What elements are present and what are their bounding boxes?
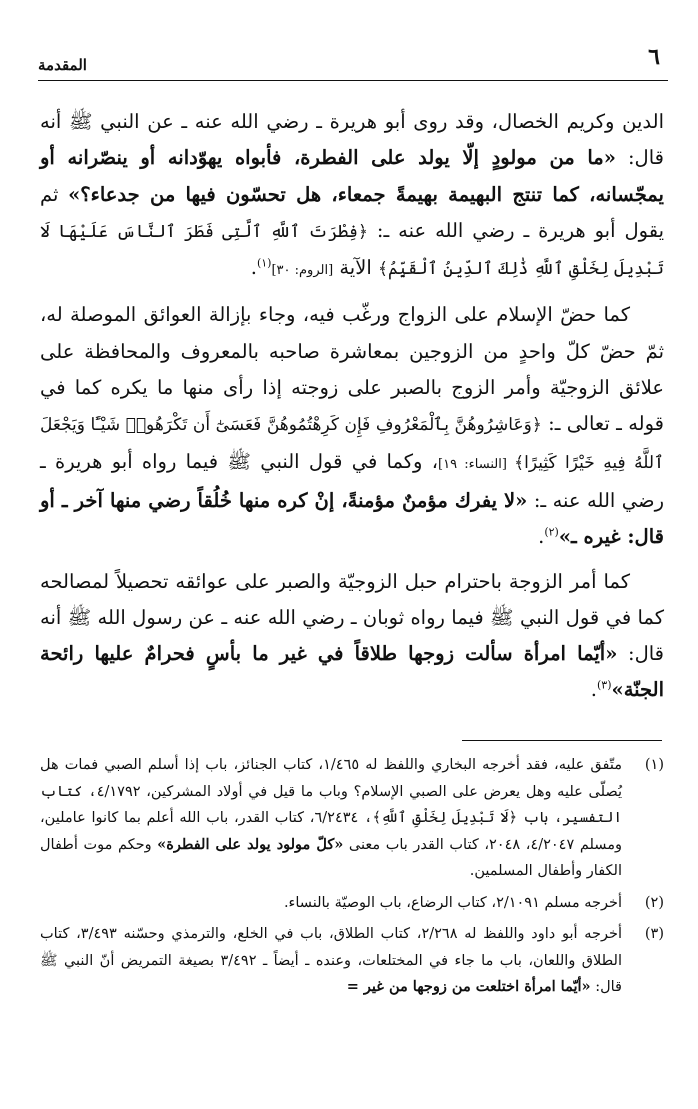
quran-verse: ﴿لَا تَبْدِيلَ لِخَلْقِ ٱللَّهِ﴾	[372, 810, 518, 826]
footnote-text: أخرجه مسلم ٢/١٠٩١، كتاب الرضاع، باب الوصيّة بالنساء.	[283, 894, 622, 911]
paragraph-1	[40, 104, 664, 289]
footnote-divider	[462, 740, 662, 741]
footnote-number: (١)	[644, 757, 664, 773]
footnote-text: أخرجه أبو داود واللفظ له ٢/٢٦٨، كتاب الطلاق، باب في الخلع، والترمذي وحسّنه ٣/٤٩٣، كتاب الطلاق واللعان، باب ما جاء في المختلعات، وعنده ـ أيضاً ـ ٣/٤٩٢ بصيغة التمريض أنّ النبي ﷺ قال:	[40, 926, 623, 995]
text-run: .	[590, 678, 597, 702]
footnote-number: (٢)	[644, 894, 664, 911]
main-text	[40, 104, 664, 717]
footnote-2	[40, 890, 664, 917]
footnote-3	[40, 921, 664, 1001]
text-run: الدين وكريم الخصال، وقد روى أبو هريرة ـ رضي الله عنه ـ عن النبي ﷺ أنه قال:	[40, 110, 664, 170]
page-number: ٦	[648, 44, 660, 70]
footnote-text: ، ٦/٢٤٣٤، كتاب القدر، باب الله أعلم بما كانوا عاملين، ومسلم ٤/٢٠٤٧، ٢٠٤٨، كتاب القدر باب معنى	[40, 810, 623, 853]
text-run: .	[250, 256, 257, 280]
quran-verse: ﴿وَعَاشِرُوهُنَّ بِٱلْمَعْرُوفِ فَإِن كَرِهْتُمُوهُنَّ فَعَسَىٰٓ أَن تَكْرَهُوا۟ شَيْـًٔا وَيَجْعَلَ ٱللَّهُ فِيهِ خَيْرًا كَثِيرًا﴾	[40, 415, 665, 473]
verse-reference: [النساء: ١٩]	[438, 456, 515, 472]
footnote-number: (٣)	[644, 926, 664, 942]
text-run: ، وكما في قول النبي ﷺ فيما رواه أبو هريرة ـ رضي الله عنه ـ:	[40, 449, 664, 512]
text-run: كما أمر الزوجة باحترام حبل الزوجيّة والصبر على عوائقه تحصيلاً لمصالحه كما في قول النبي ﷺ فيما رواه ثوبان ـ رضي الله عنه ـ عن رسول الله ﷺ أنه قال:	[40, 569, 664, 666]
text-run: .	[538, 525, 545, 549]
footnote-1	[40, 752, 664, 885]
hadith-quote: «أيّما امرأة سألت زوجها طلاقاً في غير ما بأسٍ فحرامٌ عليها رائحة الجنّة»	[40, 642, 664, 702]
text-run: ثم يقول أبو هريرة ـ رضي الله عنه ـ:	[40, 182, 664, 242]
text-run: الآية	[333, 256, 378, 280]
hadith-quote: «كلّ مولود يولد على الفطرة»	[157, 835, 344, 853]
hadith-quote: «لا يفرك مؤمنٌ مؤمنةً، إنْ كره منها خُلُقاً رضي منها آخر ـ أو قال: غيره ـ»	[40, 488, 664, 549]
text-run: كما حضّ الإسلام على الزواج ورغّب فيه، وجاء بإزالة العوائق الموصلة له، ثمّ حضّ كلّ واحدٍ من الزوجين بمعاشرة صاحبه بالمعروف والمحافظة على علائق الزوجيّة وأمر الزوج بالصبر على زوجته إذا رأى منها ما يكره كما في قوله ـ تعالى ـ:	[40, 303, 664, 436]
paragraph-2	[40, 297, 664, 555]
footnote-marker[interactable]: (١)	[256, 256, 272, 270]
footnote-text: وحكم موت أطفال الكفار وأطفال المسلمين.	[40, 836, 622, 879]
verse-reference: [الروم: ٣٠]	[271, 263, 334, 279]
quran-verse: ﴿فِطْرَتَ ٱللَّهِ ٱلَّتِى فَطَرَ ٱلنَّاسَ عَلَيْهَا لَا تَبْدِيلَ لِخَلْقِ ٱللَّهِ ذَٰلِكَ ٱلدِّينُ ٱلْقَيِّمُ﴾	[40, 221, 664, 280]
footnotes	[40, 752, 664, 1006]
page-header	[38, 46, 668, 81]
hadith-quote: «ما من مولودٍ إلّا يولد على الفطرة، فأبواه يهوّدانه أو ينصّرانه أو يمجّسانه، كما تنتج البهيمة بهيمةً جمعاء، هل تحسّون فيها من جدعاء؟»	[40, 146, 664, 206]
footnote-marker[interactable]: (٣)	[597, 678, 612, 692]
hadith-quote: «أيّما امرأة اختلعت من زوجها من غير =	[346, 978, 591, 995]
section-title: المقدمة	[38, 56, 87, 74]
footnote-marker[interactable]: (٢)	[544, 525, 559, 539]
paragraph-3	[40, 564, 664, 709]
footnote-text: متّفق عليه، فقد أخرجه البخاري واللفظ له ١/٤٦٥، كتاب الجنائز، باب إذا أسلم الصبي فمات هل يُصلّى عليه وهل يعرض على الصبي الإسلام؟ وباب ما قيل في أولاد المشركين، ٤/١٧٩٢، كتاب التفسير، باب	[40, 757, 622, 826]
